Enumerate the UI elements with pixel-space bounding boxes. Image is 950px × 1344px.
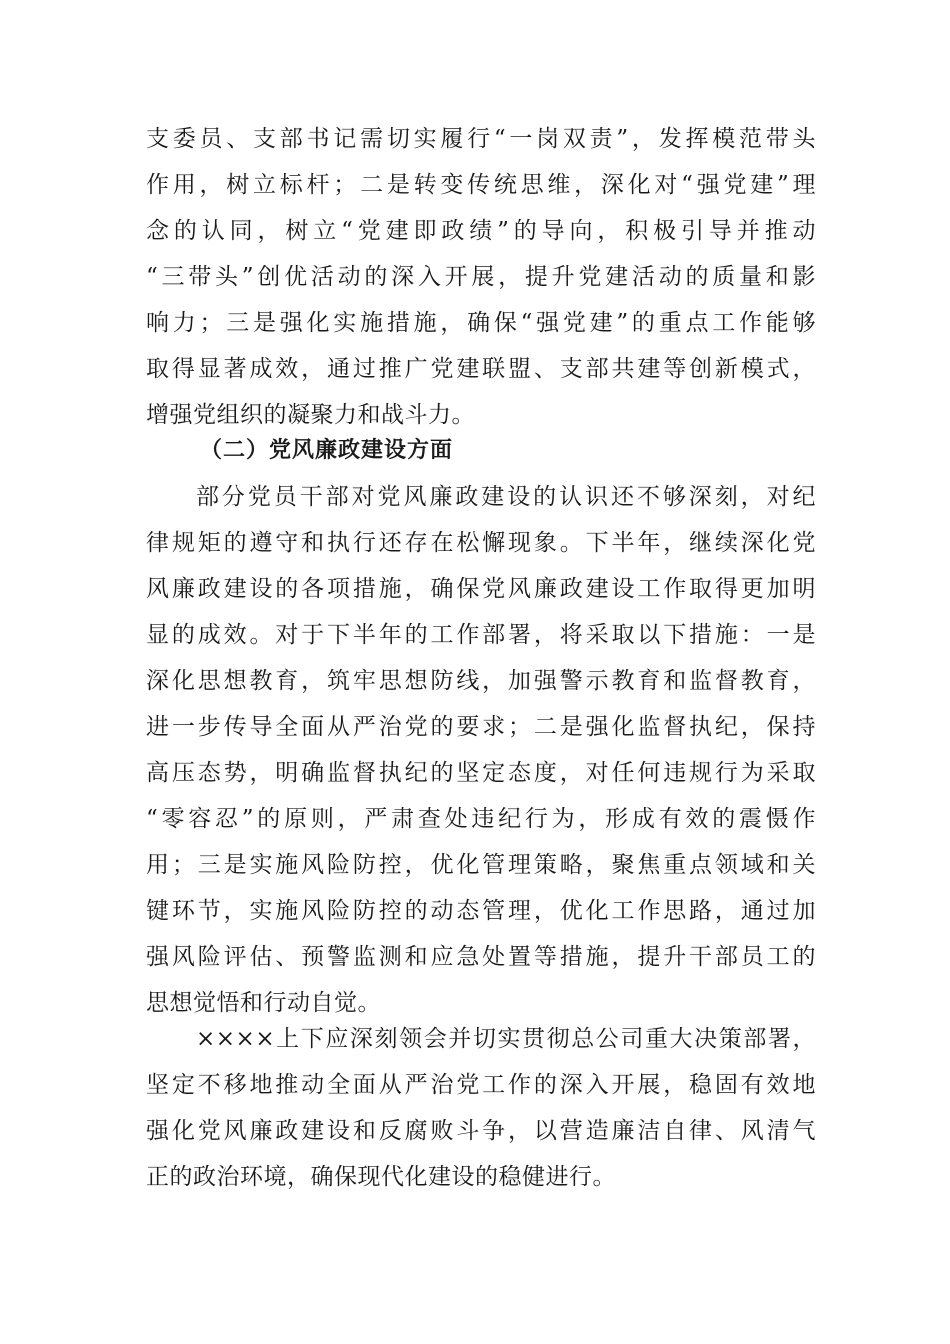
text-line: 用；三是实施风险防控，优化管理策略，聚焦重点领域和关	[146, 852, 816, 878]
text-line: 强风险评估、预警监测和应急处置等措施，提升干部员工的	[146, 944, 816, 970]
text-line: “零容忍”的原则，严肃查处违纪行为，形成有效的震慑作	[146, 806, 816, 832]
text-line: 强化党风廉政建设和反腐败斗争，以营造廉洁自律、风清气	[146, 1118, 816, 1144]
text-line: 响力；三是强化实施措施，确保“强党建”的重点工作能够	[146, 310, 816, 336]
text-line: 念的认同，树立“党建即政绩”的导向，积极引导并推动	[146, 218, 816, 244]
text-line: 增强党组织的凝聚力和战斗力。	[146, 402, 475, 428]
text-line: 律规矩的遵守和执行还存在松懈现象。下半年，继续深化党	[146, 530, 816, 556]
text-line: 正的政治环境，确保现代化建设的稳健进行。	[146, 1164, 616, 1190]
text-line: 支委员、支部书记需切实履行“一岗双责”，发挥模范带头	[146, 126, 816, 152]
text-line: 进一步传导全面从严治党的要求；二是强化监督执纪，保持	[146, 714, 816, 740]
text-line: ××××上下应深刻领会并切实贯彻总公司重大决策部署，	[196, 1026, 816, 1052]
text-line: 键环节，实施风险防控的动态管理，优化工作思路，通过加	[146, 898, 816, 924]
text-line: 深化思想教育，筑牢思想防线，加强警示教育和监督教育，	[146, 668, 816, 694]
section-heading: （二）党风廉政建设方面	[200, 438, 454, 463]
paragraph-integrity-building	[146, 474, 816, 1026]
text-line: 取得显著成效，通过推广党建联盟、支部共建等创新模式，	[146, 356, 816, 382]
paragraph-conclusion	[146, 1016, 816, 1200]
text-line: 思想觉悟和行动自觉。	[146, 990, 381, 1016]
text-line: 坚定不移地推动全面从严治党工作的深入开展，稳固有效地	[146, 1072, 816, 1098]
text-line: 风廉政建设的各项措施，确保党风廉政建设工作取得更加明	[146, 576, 816, 602]
text-line: 作用，树立标杆；二是转变传统思维，深化对“强党建”理	[146, 172, 816, 198]
text-line: 部分党员干部对党风廉政建设的认识还不够深刻，对纪	[196, 484, 816, 510]
text-line: “三带头”创优活动的深入开展，提升党建活动的质量和影	[146, 264, 816, 290]
text-line: 高压态势，明确监督执纪的坚定态度，对任何违规行为采取	[146, 760, 816, 786]
text-line: 显的成效。对于下半年的工作部署，将采取以下措施：一是	[146, 622, 816, 648]
paragraph-party-building-continued	[146, 116, 816, 438]
